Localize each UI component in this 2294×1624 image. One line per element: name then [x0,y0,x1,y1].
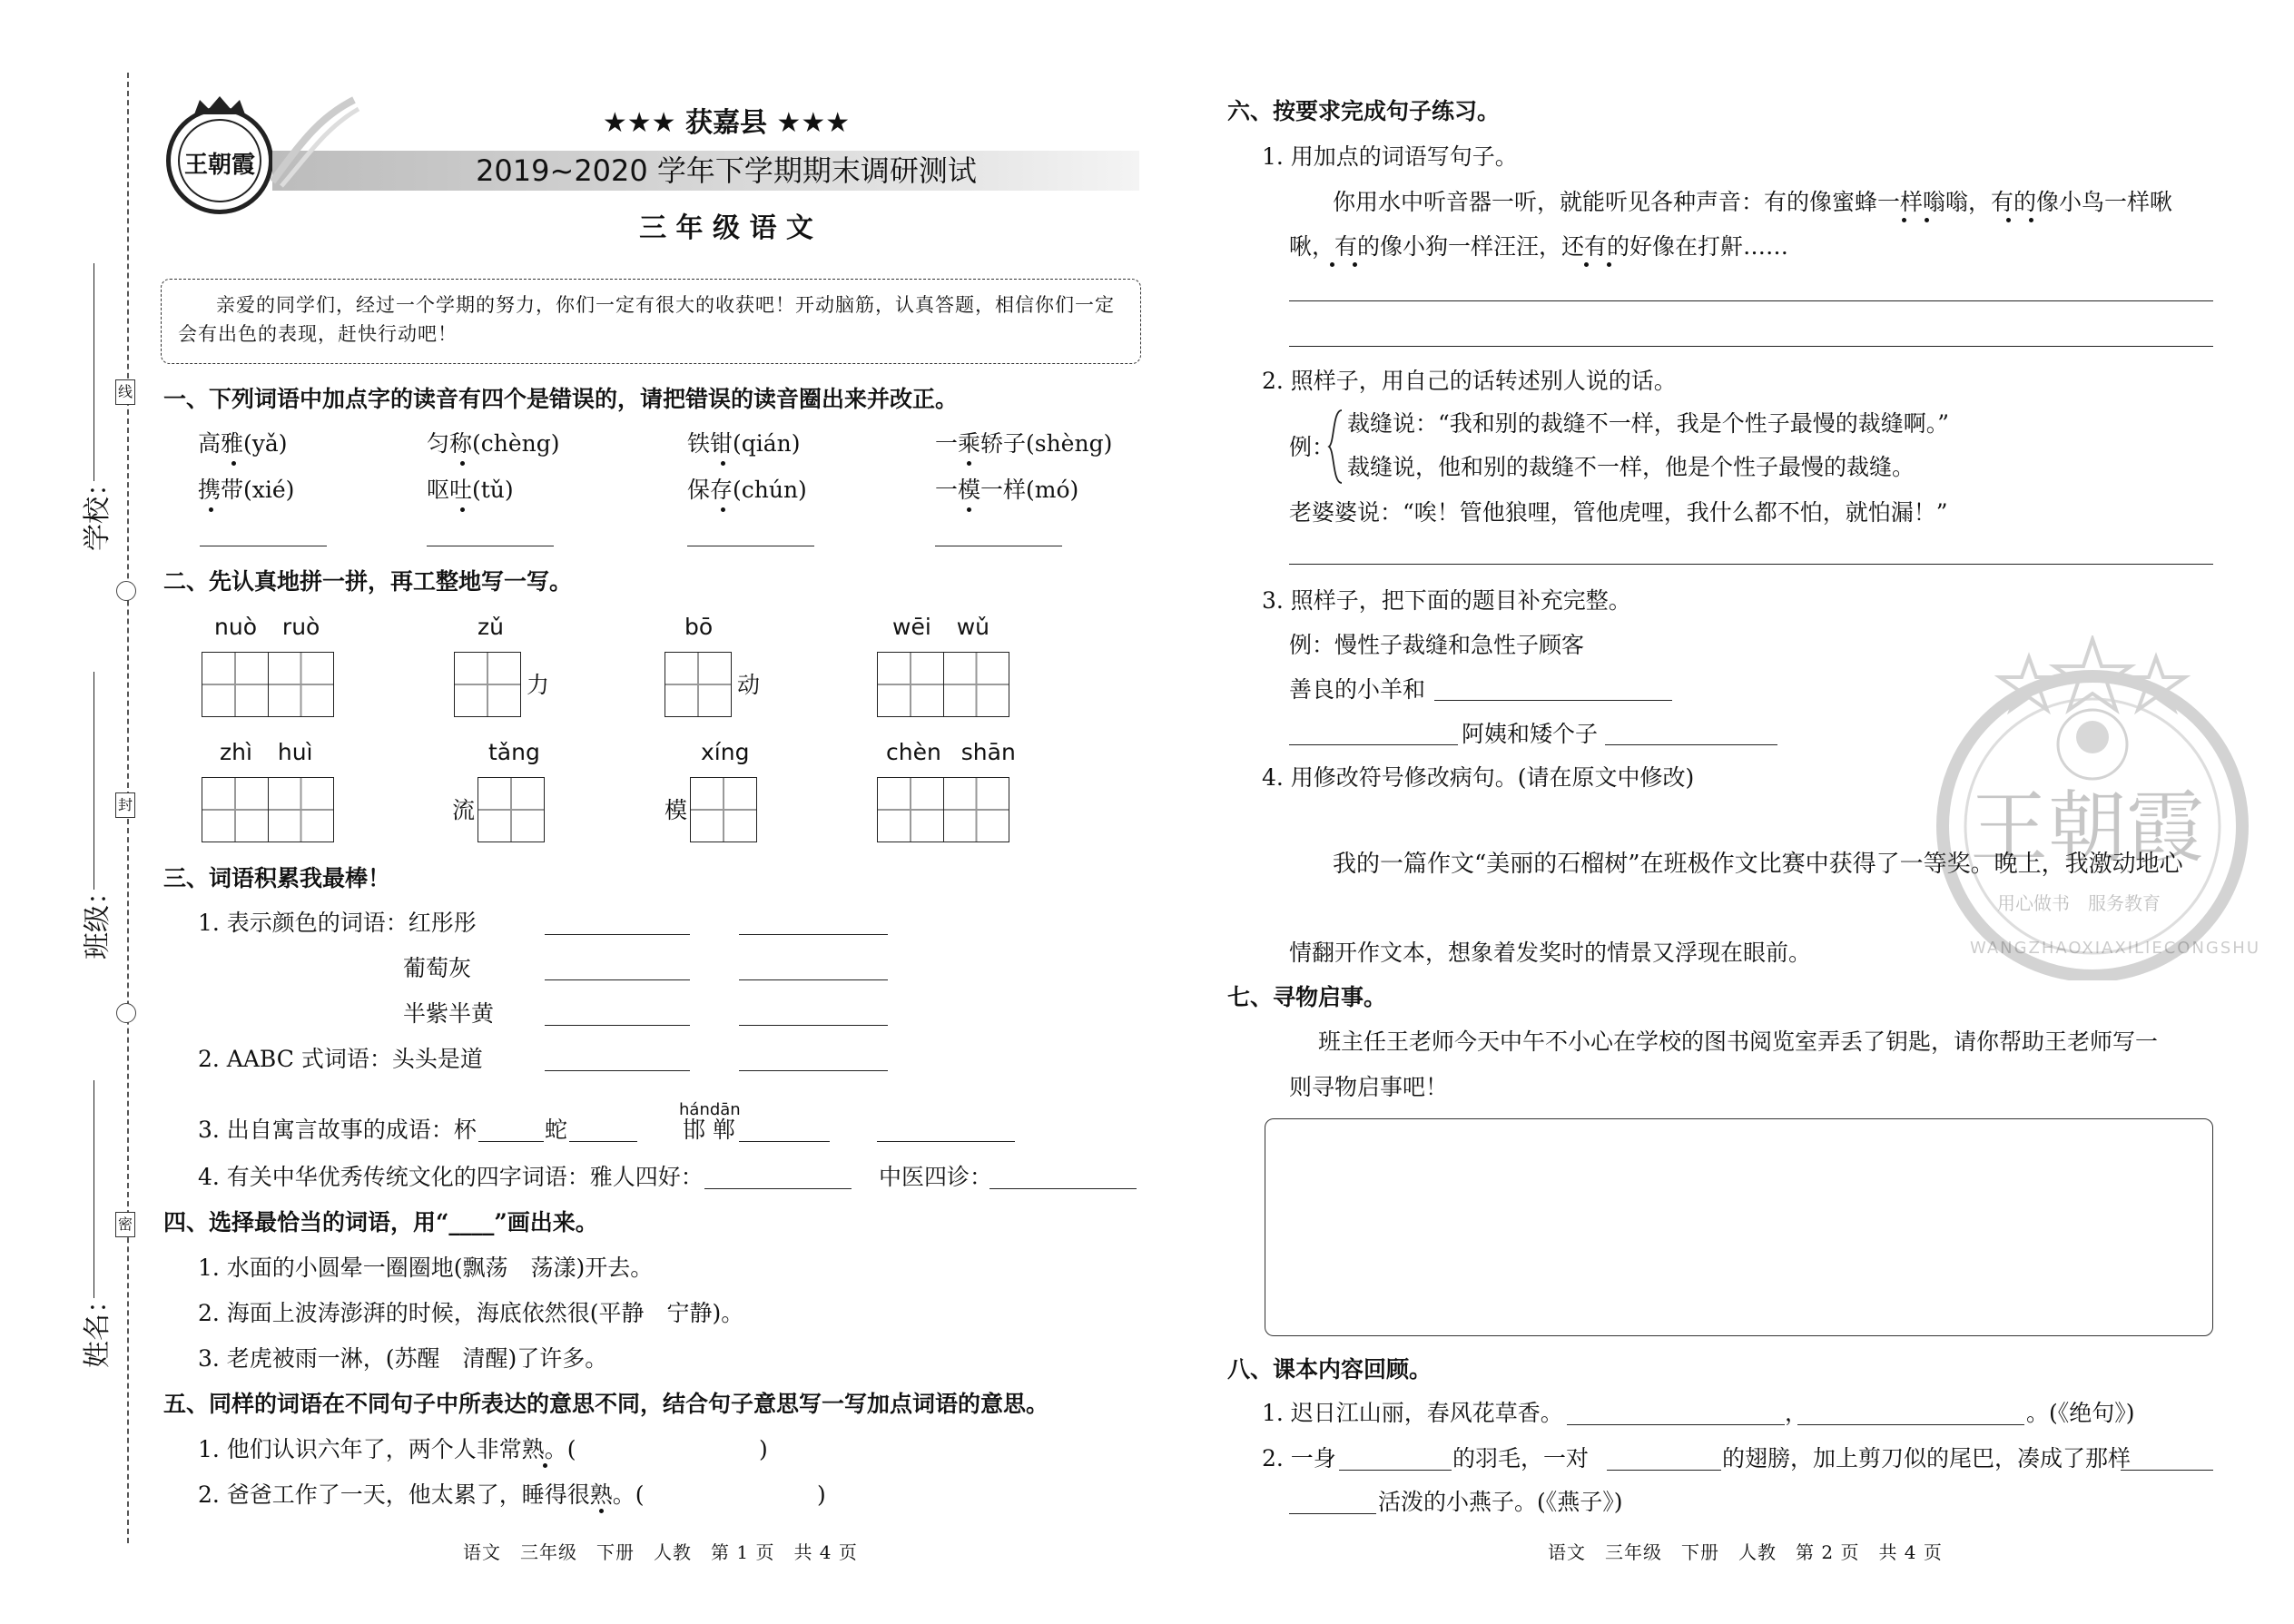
emphasis-dot [1353,262,1357,267]
q2-pinyin: xíng [701,739,750,765]
exam-title: 2019~2020 学年下学期期末调研测试 [476,153,977,188]
q1-item: 携带(xié) [198,477,295,503]
answer-line[interactable] [478,1141,544,1142]
q6-s4-title: 4. 用修改符号修改病句。(请在原文中修改) [1262,764,1695,791]
q1-item: 高雅(yǎ) [198,430,288,457]
emphasis-dot [1925,218,1929,222]
tianzige-box[interactable] [877,777,1009,842]
q4-item: 1. 水面的小圆晕一圈圈地(飘荡 荡漾)开去。 [198,1255,654,1281]
answer-line[interactable] [569,1141,637,1142]
answer-line[interactable] [1605,744,1777,745]
tianzige-box[interactable] [454,652,521,717]
answer-line[interactable] [739,1025,888,1026]
tianzige-box[interactable] [690,777,757,842]
q1-item: 一模一样(mó) [935,477,1079,503]
emphasis-dot [1607,262,1611,267]
answer-box[interactable] [1265,1118,2213,1336]
q7-text2: 则寻物启事吧！ [1289,1074,1449,1100]
q8-line1: 1. 迟日江山丽，春风花草香。 [1262,1400,1563,1426]
q2-pinyin: zǔ [478,614,504,640]
answer-line[interactable] [1289,1513,1376,1514]
q6-s1-text1: 你用水中听音器一听，就能听见各种声音：有的像蜜蜂一样嗡嗡，有的像小鸟一样啾 [1333,189,2173,215]
q3-line2: 2. AABC 式词语：头头是道 [198,1046,483,1072]
q3-line3c: 邯 郸 [683,1117,735,1143]
q6-title: 六、按要求完成句子练习。 [1227,98,1501,124]
tianzige-box[interactable] [665,652,732,717]
q2-char: 流 [452,797,476,823]
watermark-arc-text: WANGZHAOXIAXILIECONGSHU [1970,939,2261,958]
brand-logo [166,107,273,214]
q1-item: 保存(chún) [687,477,807,503]
tianzige-box[interactable] [202,652,334,717]
logo-crown-icon [192,96,247,116]
answer-line[interactable] [1607,1470,1721,1471]
answer-line[interactable] [545,1025,690,1026]
q6-s3-title: 3. 照样子，把下面的题目补充完整。 [1262,587,1631,614]
q8-title: 八、课本内容回顾。 [1227,1356,1433,1383]
q4-item: 3. 老虎被雨一淋，(苏醒 清醒)了许多。 [198,1345,608,1372]
emphasis-dot [460,461,465,466]
answer-line[interactable] [545,979,690,980]
q5-close-paren: ) [817,1481,826,1508]
q2-pinyin: bō [684,614,714,640]
answer-line[interactable] [1339,1470,1452,1471]
q6-s4-text2: 情翻开作文本，想象着发奖时的情景又浮现在眼前。 [1289,940,1812,966]
q8-line2d: 活泼的小燕子。(《燕子》) [1378,1489,1623,1515]
subject-title: 三 年 级 语 文 [639,212,813,244]
name-field [76,1080,113,1389]
q1-item: 呕吐(tǔ) [427,477,514,503]
answer-line[interactable] [739,1141,830,1142]
q6-s3-example: 例：慢性子裁缝和急性子顾客 [1289,632,1585,658]
answer-line[interactable] [704,1188,852,1189]
q6-s1-title: 1. 用加点的词语写句子。 [1262,143,1518,170]
q2-char: 动 [737,672,761,698]
tianzige-box[interactable] [478,777,545,842]
ribbon-decoration [263,91,363,191]
school-label: 学校： [82,469,113,551]
binding-circle-icon [116,1003,136,1023]
intro-text: 亲爱的同学们，经过一个学期的努力，你们一定有很大的收获吧！开动脑筋，认真答题，相信你们一定会有出色的表现，赶快行动吧！ [178,294,1115,345]
emphasis-dot [1584,262,1589,267]
q3-title: 三、词语积累我最棒！ [163,865,391,891]
q6-s3-b: 阿姨和矮个子 [1462,721,1599,747]
q1-item: 匀称(chèng) [427,430,560,457]
footer-page-2: 语文 三年级 下册 人教 第 2 页 共 4 页 [1548,1541,1943,1563]
q2-title: 二、先认真地拼一拼，再工整地写一写。 [163,568,573,595]
q6-s2-question: 老婆婆说：“唉！管他狼哩，管他虎哩，我什么都不怕，就怕漏！” [1289,499,1948,526]
q5-item: 2. 爸爸工作了一天，他太累了，睡得很熟。( [198,1481,645,1508]
answer-line[interactable] [1289,300,2213,301]
binding-mark-dense: 密 [115,1212,135,1237]
answer-line[interactable] [989,1188,1137,1189]
brace-icon [1327,408,1344,485]
q4-item: 2. 海面上波涛澎湃的时候，海底依然很(平静 宁静)。 [198,1300,744,1326]
answer-line[interactable] [545,934,690,935]
class-field [76,672,113,980]
emphasis-dot [1330,262,1334,267]
q8-line2c: 的翅膀，加上剪刀似的尾巴，凑成了那样 [1722,1445,2132,1471]
emphasis-dot [967,507,971,512]
q5-item: 1. 他们认识六年了，两个人非常熟。( [198,1436,576,1462]
q6-s1-text2: 啾，有的像小狗一样汪汪，还有的好像在打鼾…… [1289,233,1789,260]
q3-pinyin-handan: hándān [679,1100,741,1119]
emphasis-dot [721,507,725,512]
binding-mark-seal: 封 [115,792,135,818]
q8-line1-end: 。(《绝句》) [2026,1400,2135,1426]
answer-line[interactable] [1289,346,2213,347]
class-label: 班级： [82,878,113,960]
q2-pinyin: nuò ruò [214,614,320,640]
q2-pinyin: chèn shān [886,739,1016,765]
emphasis-dot [460,507,465,512]
answer-line[interactable] [739,979,888,980]
q5-title: 五、同样的词语在不同句子中所表达的意思不同，结合句子意思写一写加点词语的意思。 [163,1391,1049,1417]
watermark-slogan: 用心做书 服务教育 [1997,892,2161,914]
q3-line1: 1. 表示颜色的词语：红彤彤 [198,910,477,936]
q7-text1: 班主任王老师今天中午不小心在学校的图书阅览室弄丢了钥匙，请你帮助王老师写一 [1318,1029,2159,1055]
answer-line[interactable] [1289,564,2213,565]
q3-line4: 4. 有关中华优秀传统文化的四字词语：雅人四好： [198,1164,704,1190]
emphasis-dot [599,1509,604,1513]
answer-line[interactable] [877,1141,1015,1142]
q5-close-paren: ) [759,1436,768,1462]
q8-line2b: 的羽毛，一对 [1452,1445,1590,1471]
q2-char: 模 [665,797,688,823]
q3-line1c: 半紫半黄 [403,1000,495,1027]
intro-box [161,279,1141,364]
q2-pinyin: wēi wǔ [892,614,990,640]
emphasis-dot [543,1463,547,1468]
binding-circle-icon [116,581,136,601]
county-name: ★★★ 获嘉县 ★★★ [602,107,851,139]
q6-s4-text1: 我的一篇作文“美丽的石榴树”在班极作文比赛中获得了一等奖。晚上，我激动地心 [1333,851,2183,878]
q2-pinyin: tǎng [488,739,540,765]
binding-mark-line: 线 [115,379,135,405]
watermark-brand: 王朝霞 [1970,782,2204,873]
q3-line3: 3. 出自寓言故事的成语：杯 [198,1117,477,1143]
answer-line[interactable] [1434,700,1672,701]
emphasis-dot [231,461,236,466]
tianzige-box[interactable] [202,777,334,842]
q6-s3-a: 善良的小羊和 [1289,676,1426,703]
q1-item: 铁钳(qián) [687,430,801,457]
q3-line3b: 蛇 [545,1117,568,1143]
emphasis-dot [721,461,725,466]
q7-title: 七、寻物启事。 [1227,984,1387,1010]
q6-s2-example2: 裁缝说，他和别的裁缝不一样，他是个性子最慢的裁缝。 [1347,454,1915,480]
q8-line2: 2. 一身 [1262,1445,1336,1471]
emphasis-dot [2006,218,2011,222]
q4-title: 四、选择最恰当的词语，用“____”画出来。 [163,1209,598,1235]
school-field [76,263,113,572]
q2-pinyin: zhì huì [220,739,313,765]
q6-s2-title: 2. 照样子，用自己的话转述别人说的话。 [1262,368,1677,394]
tianzige-box[interactable] [877,652,1009,717]
q2-char: 力 [527,672,550,698]
answer-line[interactable] [1797,1424,2024,1425]
emphasis-dot [2029,218,2033,222]
answer-line[interactable] [739,1070,888,1071]
answer-line[interactable] [545,1070,690,1071]
q6-s2-example1: 裁缝说：“我和别的裁缝不一样，我是个性子最慢的裁缝啊。” [1347,410,1950,437]
answer-line[interactable] [2121,1470,2213,1471]
emphasis-dot [209,507,213,512]
answer-line[interactable] [739,934,888,935]
q8-line1-comma: ， [1785,1400,1808,1426]
q6-s2-example-label: 例： [1289,434,1335,460]
q1-title: 一、下列词语中加点字的读音有四个是错误的，请把错误的读音圈出来并改正。 [163,386,959,412]
q1-item: 一乘轿子(shèng) [935,430,1113,457]
q3-line4b: 中医四诊： [879,1164,993,1190]
name-label: 姓名： [82,1286,113,1368]
answer-line[interactable] [1289,744,1458,745]
answer-line[interactable] [1567,1424,1785,1425]
q3-line1b: 葡萄灰 [403,955,472,981]
emphasis-dot [967,461,971,466]
emphasis-dot [1902,218,1906,222]
footer-page-1: 语文 三年级 下册 人教 第 1 页 共 4 页 [463,1541,858,1563]
logo-text: 王朝霞 [183,152,255,179]
